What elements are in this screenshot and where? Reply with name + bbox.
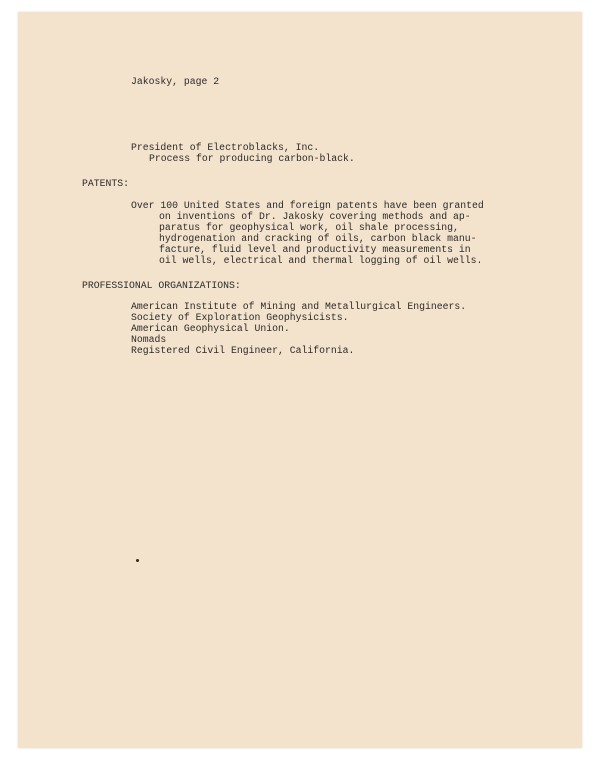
patents-line: hydrogenation and cracking of oils, carbon black manu- xyxy=(159,233,477,244)
organization-item: Registered Civil Engineer, California. xyxy=(131,345,355,356)
patents-line: paratus for geophysical work, oil shale processing, xyxy=(159,222,459,233)
document-page xyxy=(18,12,582,748)
organizations-heading: PROFESSIONAL ORGANIZATIONS: xyxy=(82,280,241,291)
patents-line: Over 100 United States and foreign patents have been granted xyxy=(131,200,484,211)
organization-item: American Institute of Mining and Metallurgical Engineers. xyxy=(131,301,467,312)
ink-speck xyxy=(136,559,139,562)
position-title: President of Electroblacks, Inc. xyxy=(131,142,320,153)
patents-heading: PATENTS: xyxy=(82,178,130,189)
position-subtitle: Process for producing carbon-black. xyxy=(149,153,355,164)
patents-line: facture, fluid level and productivity measurements in xyxy=(159,244,471,255)
patents-line: oil wells, electrical and thermal logging of oil wells. xyxy=(159,255,483,266)
patents-line: on inventions of Dr. Jakosky covering methods and ap- xyxy=(159,211,471,222)
organization-item: Nomads xyxy=(131,334,167,345)
running-head: Jakosky, page 2 xyxy=(131,76,220,87)
organization-item: Society of Exploration Geophysicists. xyxy=(131,312,349,323)
organization-item: American Geophysical Union. xyxy=(131,323,290,334)
